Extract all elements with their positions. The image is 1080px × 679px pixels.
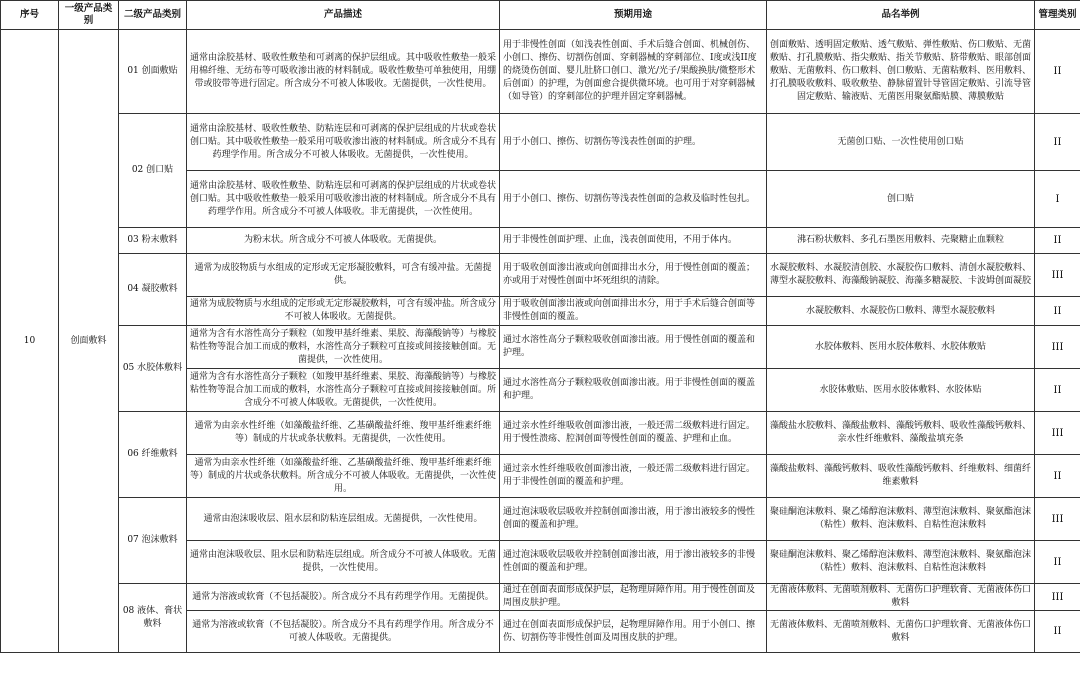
category-level2-cell: 04 凝胶敷料: [119, 254, 187, 326]
description-cell: 通常由泡沫吸收层、阻水层和防粘连层组成。所含成分不可被人体吸收。无菌提供，一次性使用。: [187, 541, 500, 584]
product-examples-cell: 藻酸盐敷料、藻酸钙敷料、吸收性藻酸钙敷料、纤维敷料、细菌纤维素敷料: [767, 455, 1035, 498]
header-category-level1: 一级产品类别: [59, 1, 119, 30]
intended-use-cell: 通过在创面表面形成保护层，起物理屏障作用。用于慢性创面及周围皮肤护理。: [500, 584, 767, 611]
intended-use-cell: 通过泡沫吸收层吸收并控制创面渗出液，用于渗出液较多的非慢性创面的覆盖和护理。: [500, 541, 767, 584]
product-examples-cell: 无菌创口贴、一次性使用创口贴: [767, 114, 1035, 171]
management-class-cell: II: [1035, 541, 1080, 584]
intended-use-cell: 用于小创口、擦伤、切割伤等浅表性创面的急救及临时性包扎。: [500, 171, 767, 228]
description-cell: 通常为成胶物质与水组成的定形或无定形凝胶敷料，可含有缓冲盐。无菌提供。: [187, 254, 500, 297]
intended-use-cell: 通过亲水性纤维吸收创面渗出液，一般还需二级敷料进行固定。用于慢性溃疡、腔洞创面等慢性创面的覆盖、护理和止血。: [500, 412, 767, 455]
management-class-cell: II: [1035, 369, 1080, 412]
table-row: [1, 114, 1080, 171]
management-class-cell: III: [1035, 498, 1080, 541]
header-description: 产品描述: [187, 1, 500, 30]
product-examples-cell: 水胶体敷贴、医用水胶体敷料、水胶体贴: [767, 369, 1035, 412]
description-cell: 通常为由亲水性纤维（如藻酸盐纤维、乙基磺酸盐纤维、羧甲基纤维素纤维等）制成的片状或条状敷料。无菌提供，一次性使用。: [187, 412, 500, 455]
product-examples-cell: 水胶体敷料、医用水胶体敷料、水胶体敷贴: [767, 326, 1035, 369]
management-class-cell: III: [1035, 326, 1080, 369]
product-examples-cell: 无菌液体敷料、无菌喷剂敷料、无菌伤口护理软膏、无菌液体伤口敷料: [767, 611, 1035, 653]
category-level2-cell: 05 水胶体敷料: [119, 326, 187, 412]
category-level2-cell: 01 创面敷贴: [119, 30, 187, 114]
description-cell: 为粉末状。所含成分不可被人体吸收。无菌提供。: [187, 228, 500, 254]
intended-use-cell: 通过泡沫吸收层吸收并控制创面渗出液，用于渗出液较多的慢性创面的覆盖和护理。: [500, 498, 767, 541]
header-category-level2: 二级产品类别: [119, 1, 187, 30]
header-intended-use: 预期用途: [500, 1, 767, 30]
intended-use-cell: 通过水溶性高分子颗粒吸收创面渗出液。用于非慢性创面的覆盖和护理。: [500, 369, 767, 412]
management-class-cell: I: [1035, 171, 1080, 228]
product-examples-cell: 藻酸盐水胶敷料、藻酸盐敷料、藻酸钙敷料、吸收性藻酸钙敷料、亲水性纤维敷料、藻酸盐填充条: [767, 412, 1035, 455]
product-examples-cell: 水凝胶敷料、水凝胶伤口敷料、薄型水凝胶敷料: [767, 297, 1035, 326]
description-cell: 通常由涂胶基材、吸收性敷垫、防粘连层和可剥离的保护层组成的片状或卷状创口贴。其中吸收性敷垫一般采用可吸收渗出液的材料制成。所含成分不具有药理学作用。所含成分不可被人体吸收。非无菌提供，一次性使用。: [187, 171, 500, 228]
description-cell: 通常为含有水溶性高分子颗粒（如羧甲基纤维素、果胶、海藻酸钠等）与橡胶粘性物等混合加工而成的敷料，水溶性高分子颗粒可直接或间接接触创面。无菌提供，一次性使用。: [187, 326, 500, 369]
table-row: [1, 498, 1080, 541]
table-row: [1, 254, 1080, 297]
intended-use-cell: 用于吸收创面渗出液或向创面排出水分，用于手术后缝合创面等非慢性创面的覆盖。: [500, 297, 767, 326]
category-level1-cell: 创面敷料: [59, 30, 119, 653]
management-class-cell: III: [1035, 412, 1080, 455]
intended-use-cell: 用于非慢性创面护理、止血，浅表创面使用，不用于体内。: [500, 228, 767, 254]
product-examples-cell: 聚硅酮泡沫敷料、聚乙烯醇泡沫敷料、薄型泡沫敷料、聚氨酯泡沫（粘性）敷料、泡沫敷料、自粘性泡沫敷料: [767, 498, 1035, 541]
description-cell: 通常由涂胶基材、吸收性敷垫、防粘连层和可剥离的保护层组成的片状或卷状创口贴。其中吸收性敷垫一般采用可吸收渗出液的材料制成。所含成分不具有药理学作用。所含成分不可被人体吸收。无菌提供，一次性使用。: [187, 114, 500, 171]
management-class-cell: III: [1035, 254, 1080, 297]
product-examples-cell: 创面敷贴、透明固定敷贴、透气敷贴、弹性敷贴、伤口敷贴、无菌敷贴、打孔膜敷贴、指尖敷贴、指关节敷贴、脐带敷贴、眼部创面敷贴、无菌敷料、伤口敷料、创口敷贴、无菌粘敷料、医用敷料、打孔膜吸收敷料、吸收敷垫、静脉留置针导管固定敷贴、引流导管固定敷贴、输液贴、无菌医用聚氨酯贴膜、薄膜敷贴: [767, 30, 1035, 114]
category-level2-cell: 03 粉末敷料: [119, 228, 187, 254]
header-product-examples: 品名举例: [767, 1, 1035, 30]
table-row: [1, 584, 1080, 611]
management-class-cell: II: [1035, 611, 1080, 653]
product-examples-cell: 无菌液体敷料、无菌喷剂敷料、无菌伤口护理软膏、无菌液体伤口敷料: [767, 584, 1035, 611]
intended-use-cell: 通过水溶性高分子颗粒吸收创面渗出液。用于慢性创面的覆盖和护理。: [500, 326, 767, 369]
management-class-cell: II: [1035, 30, 1080, 114]
description-cell: 通常由泡沫吸收层、阻水层和防粘连层组成。无菌提供，一次性使用。: [187, 498, 500, 541]
intended-use-cell: 通过亲水性纤维吸收创面渗出液，一般还需二级敷料进行固定。用于非慢性创面的覆盖和护理。: [500, 455, 767, 498]
description-cell: 通常为由亲水性纤维（如藻酸盐纤维、乙基磺酸盐纤维、羧甲基纤维素纤维等）制成的片状或条状敷料。所含成分不可被人体吸收。无菌提供，一次性使用。: [187, 455, 500, 498]
product-examples-cell: 水凝胶敷料、水凝胶清创胶、水凝胶伤口敷料、清创水凝胶敷料、薄型水凝胶敷料、海藻酸钠凝胶、海藻多糖凝胶、卡波姆创面凝胶: [767, 254, 1035, 297]
intended-use-cell: 用于吸收创面渗出液或向创面排出水分，用于慢性创面的覆盖；亦或用于对慢性创面中坏死组织的清除。: [500, 254, 767, 297]
description-cell: 通常为溶液或软膏（不包括凝胶）。所含成分不具有药理学作用。所含成分不可被人体吸收。无菌提供。: [187, 611, 500, 653]
header-management-class: 管理类别: [1035, 1, 1080, 30]
intended-use-cell: 通过在创面表面形成保护层，起物理屏障作用。用于小创口、擦伤、切割伤等非慢性创面及周围皮肤的护理。: [500, 611, 767, 653]
header-seq: 序号: [1, 1, 59, 30]
category-level2-cell: 06 纤维敷料: [119, 412, 187, 498]
product-examples-cell: 聚硅酮泡沫敷料、聚乙烯醇泡沫敷料、薄型泡沫敷料、聚氨酯泡沫（粘性）敷料、泡沫敷料、自粘性泡沫敷料: [767, 541, 1035, 584]
management-class-cell: II: [1035, 114, 1080, 171]
table-row: [1, 30, 1080, 114]
management-class-cell: II: [1035, 228, 1080, 254]
category-level2-cell: 07 泡沫敷料: [119, 498, 187, 584]
seq-cell: 10: [1, 30, 59, 653]
management-class-cell: II: [1035, 455, 1080, 498]
management-class-cell: II: [1035, 297, 1080, 326]
table-row: [1, 326, 1080, 369]
header-row: [1, 1, 1080, 30]
description-cell: 通常为含有水溶性高分子颗粒（如羧甲基纤维素、果胶、海藻酸钠等）与橡胶粘性物等混合加工而成的敷料，水溶性高分子颗粒可直接或间接接触创面。所含成分不可被人体吸收。无菌提供，一次性使用。: [187, 369, 500, 412]
table-row: [1, 228, 1080, 254]
intended-use-cell: 用于非慢性创面（如浅表性创面、手术后缝合创面、机械创伤、小创口、擦伤、切割伤创面、穿刺器械的穿刺部位、I度或浅II度的烧烫伤创面、婴儿肚脐口创口、激光/光子/果酸换肤/微整形术后创面）的护理，为创面愈合提供微环境。也可用于对穿刺器械（如导管）的穿刺部位的护理并固定穿刺器械。: [500, 30, 767, 114]
product-examples-cell: 创口贴: [767, 171, 1035, 228]
description-cell: 通常为溶液或软膏（不包括凝胶）。所含成分不具有药理学作用。无菌提供。: [187, 584, 500, 611]
description-cell: 通常为成胶物质与水组成的定形或无定形凝胶敷料，可含有缓冲盐。所含成分不可被人体吸收。无菌提供。: [187, 297, 500, 326]
management-class-cell: III: [1035, 584, 1080, 611]
category-level2-cell: 02 创口贴: [119, 114, 187, 228]
description-cell: 通常由涂胶基材、吸收性敷垫和可剥离的保护层组成。其中吸收性敷垫一般采用棉纤维、无纺布等可吸收渗出液的材料制成。吸收性敷垫可单独使用，用绷带或胶带等进行固定。所含成分不可被人体吸收。无菌提供，一次性使用。: [187, 30, 500, 114]
table-row: [1, 412, 1080, 455]
category-level2-cell: 08 液体、膏状敷料: [119, 584, 187, 653]
product-examples-cell: 沸石粉状敷料、多孔石墨医用敷料、壳聚糖止血颗粒: [767, 228, 1035, 254]
intended-use-cell: 用于小创口、擦伤、切割伤等浅表性创面的护理。: [500, 114, 767, 171]
